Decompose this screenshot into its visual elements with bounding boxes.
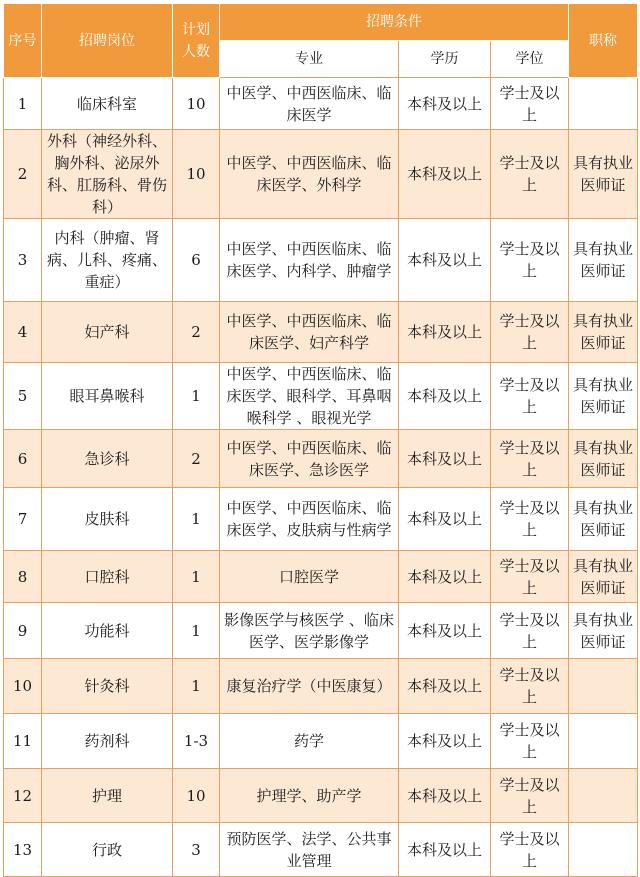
cell-count: 2 [173,302,220,363]
cell-no: 6 [4,430,42,488]
cell-major: 中医学、中西医临床、临床医学、眼科学、耳鼻咽喉科学 、眼视光学 [220,363,399,430]
cell-count: 1 [173,551,220,603]
cell-position: 功能科 [42,603,173,659]
table-row [4,302,638,363]
cell-major: 口腔医学 [220,551,399,603]
cell-education: 本科及以上 [399,603,491,659]
cell-count: 10 [173,130,220,219]
cell-position: 外科（神经外科、胸外科、泌尿外科、肛肠科、骨伤科） [42,130,173,219]
table-row [4,603,638,659]
cell-count: 1 [173,603,220,659]
cell-degree: 学士及以上 [491,659,569,714]
cell-no: 2 [4,130,42,219]
cell-position: 眼耳鼻喉科 [42,363,173,430]
cell-no: 8 [4,551,42,603]
header-degree: 学位 [491,41,569,78]
header-title: 职称 [569,4,638,78]
cell-education: 本科及以上 [399,219,491,302]
cell-title: 具有执业医师证 [569,430,638,488]
table-body [4,78,638,877]
cell-title: 具有执业医师证 [569,219,638,302]
cell-title [569,823,638,877]
cell-position: 皮肤科 [42,488,173,551]
cell-count: 1-3 [173,714,220,769]
cell-education: 本科及以上 [399,488,491,551]
cell-position: 针灸科 [42,659,173,714]
table-row [4,78,638,130]
cell-count: 3 [173,823,220,877]
cell-count: 6 [173,219,220,302]
cell-no: 4 [4,302,42,363]
cell-title [569,714,638,769]
table-row [4,130,638,219]
cell-degree: 学士及以上 [491,488,569,551]
cell-title: 具有执业医师证 [569,302,638,363]
cell-degree: 学士及以上 [491,130,569,219]
cell-position: 妇产科 [42,302,173,363]
cell-education: 本科及以上 [399,130,491,219]
cell-major: 影像医学与核医学 、临床医学、医学影像学 [220,603,399,659]
cell-education: 本科及以上 [399,78,491,130]
cell-no: 7 [4,488,42,551]
table-row [4,551,638,603]
cell-degree: 学士及以上 [491,823,569,877]
header-conditions: 招聘条件 [220,4,569,41]
cell-education: 本科及以上 [399,363,491,430]
cell-major: 中医学、中西医临床、临床医学、急诊医学 [220,430,399,488]
cell-degree: 学士及以上 [491,219,569,302]
table-row [4,430,638,488]
cell-education: 本科及以上 [399,823,491,877]
cell-no: 10 [4,659,42,714]
cell-major: 中医学、中西医临床、临床医学、外科学 [220,130,399,219]
cell-major: 护理学、助产学 [220,769,399,823]
cell-degree: 学士及以上 [491,714,569,769]
cell-education: 本科及以上 [399,714,491,769]
cell-no: 1 [4,78,42,130]
cell-position: 护理 [42,769,173,823]
cell-count: 1 [173,363,220,430]
cell-no: 5 [4,363,42,430]
cell-major: 中医学、中西医临床、临床医学、妇产科学 [220,302,399,363]
cell-degree: 学士及以上 [491,78,569,130]
header-no: 序号 [4,4,42,78]
table-row [4,823,638,877]
cell-major: 康复治疗学（中医康复） [220,659,399,714]
cell-position: 临床科室 [42,78,173,130]
cell-education: 本科及以上 [399,430,491,488]
cell-major: 中医学、中西医临床、临床医学、内科学、肿瘤学 [220,219,399,302]
table-row [4,363,638,430]
cell-title: 具有执业医师证 [569,488,638,551]
cell-major: 中医学、中西医临床、临床医学、皮肤病与性病学 [220,488,399,551]
cell-title: 具有执业医师证 [569,363,638,430]
cell-degree: 学士及以上 [491,551,569,603]
cell-count: 10 [173,78,220,130]
cell-education: 本科及以上 [399,551,491,603]
table-row [4,769,638,823]
cell-degree: 学士及以上 [491,769,569,823]
cell-education: 本科及以上 [399,302,491,363]
cell-count: 2 [173,430,220,488]
header-position: 招聘岗位 [42,4,173,78]
cell-no: 11 [4,714,42,769]
header-count: 计划人数 [173,4,220,78]
cell-count: 1 [173,659,220,714]
cell-position: 内科（肿瘤、肾病、儿科、疼痛、重症） [42,219,173,302]
cell-title [569,769,638,823]
cell-position: 行政 [42,823,173,877]
table-row [4,714,638,769]
cell-education: 本科及以上 [399,659,491,714]
table-row [4,219,638,302]
cell-degree: 学士及以上 [491,302,569,363]
cell-position: 口腔科 [42,551,173,603]
cell-major: 中医学、中西医临床、临床医学 [220,78,399,130]
table-row [4,659,638,714]
cell-title [569,78,638,130]
cell-degree: 学士及以上 [491,430,569,488]
cell-position: 药剂科 [42,714,173,769]
header-education: 学历 [399,41,491,78]
cell-no: 3 [4,219,42,302]
cell-degree: 学士及以上 [491,603,569,659]
cell-title [569,659,638,714]
cell-title: 具有执业医师证 [569,130,638,219]
recruitment-table [3,3,638,877]
cell-count: 1 [173,488,220,551]
cell-degree: 学士及以上 [491,363,569,430]
table-row [4,488,638,551]
cell-no: 9 [4,603,42,659]
cell-education: 本科及以上 [399,769,491,823]
cell-major: 预防医学、法学、公共事业管理 [220,823,399,877]
cell-title: 具有执业医师证 [569,551,638,603]
cell-major: 药学 [220,714,399,769]
cell-count: 10 [173,769,220,823]
cell-position: 急诊科 [42,430,173,488]
cell-no: 13 [4,823,42,877]
cell-title: 具有执业医师证 [569,603,638,659]
header-major: 专业 [220,41,399,78]
cell-no: 12 [4,769,42,823]
